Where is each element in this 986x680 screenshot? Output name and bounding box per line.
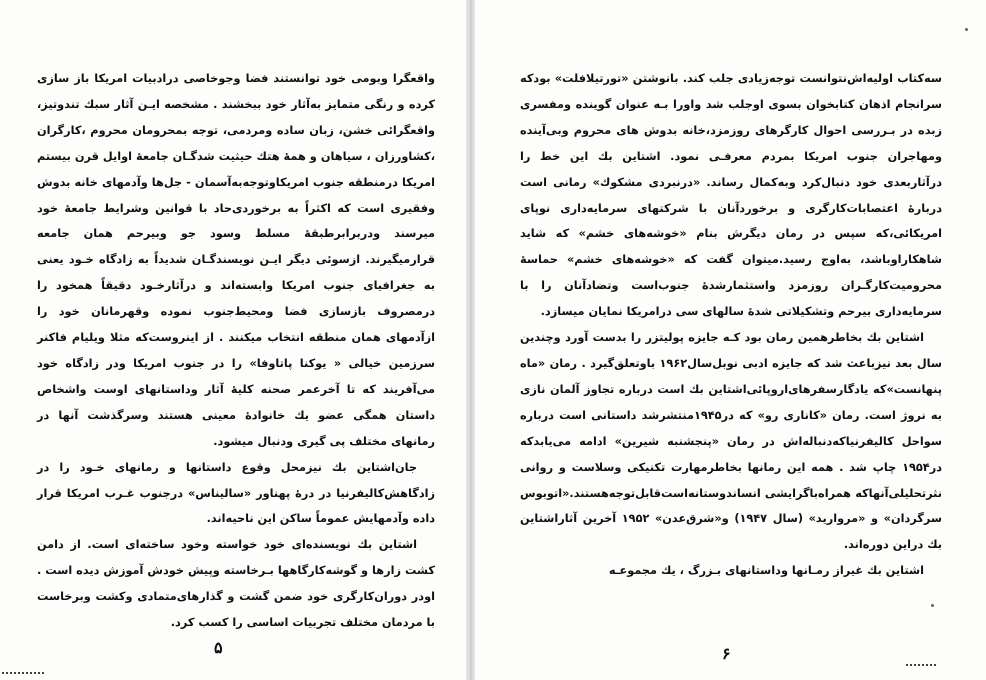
scan-artifact [931,604,934,607]
page-number: ۵ [214,638,223,657]
scan-artifact [965,28,968,31]
paragraph: اشتاین بك نویسنده‌ای خود خواسته وخود ساخته‌ای است. از دامن کشت زارها و گوشه‌کارگاهها بـرخاسته وپیش خودش آموزش دیده است . اودر دوران‌کارگری خود ضمن گشت و گذارهای‌متمادی وکشت وبرخاست با مردمان مختلف تجربیات اساسی را کسب کرد. [37,538,435,630]
paragraph: جان‌اشتاین بك نیزمحل وقوع داستانها و رمانهای خـود را در زادگاهش‌کالیفرنیا در درهٔ پهناور «سالیناس» درجنوب غـرب امریکا قرار داده وآدمهایش عموماً ساکن این ناحیه‌اند. [37,460,435,526]
page-number: ۶ [722,644,731,663]
paragraph: سه‌کتاب اولیه‌اش‌نتوانست توجه‌زیادی جلب کند. بانوشتن «تورتیلافلت» بودکه سرانجام اذهان کتابخوان بسوی اوجلب شد واورا بـه عنوان گوینده ومفسری زبده در بـررسی احوال کارگرهای روزمزد،خانه بدوش های محروم وبی‌آینده ومهاجران جنوب امریکا بمردم معرفـی نمود. اشتاین بك این خط را درآثاربعدی خود دنبال‌کرد وبه‌کمال رساند. «درنبردی مشکوك» رمانی است دربارهٔ اعتصابات‌کارگری و برخوردآنان با شرکتهای سرمایه‌داری نوپای امریکائی،که سپس در رمان دیگرش بنام «خوشه‌های خشم» که شاید شاهکاراوباشد، به‌اوج رسید.میتوان گفت که «خوشه‌های خشم» حماسهٔ محرومیت‌کارگـران روزمزد واستثمارشدهٔ جنوب‌است وتضادآنان را با سرمایه‌داری بیرحم وتشکیلاتی شدهٔ سالهای سی درامریکا نمایان میسازد. [520,72,942,319]
left-page-body [37,66,435,636]
paragraph: واقعگرا وبومی خود توانستند فضا وجوخاصی درادبیات امریکا باز سازی کرده و رنگی متمایز به‌آثار خود ببخشند . مشخصه ایـن آثار سبك تندوتیز، واقعگرائی خشن، زبان ساده ومردمی، توجه بمحرومان محروم ،کارگران ،کشاورزان ، سیاهان و همهٔ هتك حیثیت شدگـان جامعهٔ اوایل قرن بیستم امریکا درمنطقه جنوب امریکاوتوجه‌به‌آسمان - جل‌ها وآدمهای خانه بدوش وفقیری است که اکثراً به برخوردی‌حاد با قوانین وشرایط جامعهٔ خود میرسند ودربرابرطبقهٔ مسلط وسود جو وبیرحم همان جامعه قرارمیگیرند. ازسوئی دیگر ایـن نویسندگـان شدیداً به زادگاه خـود یعنی به جغرافیای جنوب امریکا وابسته‌اند و درآثارخـود دقیقاً همخود را درمصروف بازسازی فضا ومحیط‌جنوب نموده وقهرمانان خود را ازآدمهای همان منطقه انتخاب میکنند . از اینروست‌که مثلا ویلیام فاکنر سرزمین خیالی « یوکنا پاتاوفا» را در جنوب امریکا ودر زادگاه خود می‌آفریند که تا آخرعمر صحنه کلیهٔ آثار وداستانهای اوست واشخاص داستان همگی عضو یك خانوادهٔ معینی هستند وسرگذشت آنها در رمانهای مختلف پی گیری ودنبال میشود. [37,72,435,448]
right-page-body [520,66,942,584]
scan-artifact [906,664,936,666]
left-page [0,0,470,680]
paragraph: اشتاین بك بخاطرهمین رمان بود کـه جایزه پولیتزر را بدست آورد وچندین سال بعد نیزباعث شد که جایزه ادبی نوبل‌سال۱۹۶۲ باوتعلق‌گیرد . رمان «ماه پنهانست»که یادگارسفرهای‌اروپائی‌اشتاین‌ بك است درباره تجاوز آلمان نازی به نروژ است. رمان «کاناری رو» که در۱۹۴۵منتشرشد داستانی است درباره سواحل کالیفرنیاکه‌دنباله‌اش در رمان «پنجشنبه شیرین» ادامه می‌یابدکه در۱۹۵۴ چاپ شد . همه این رمانها بخاطرمهارت تکنیکی وسلاست و روانی نثرتحلیلی‌آنهاکه همراه‌باگرایشی انساندوستانه‌است‌قابل‌توجه‌هستند.«اتوبوس سرگردان» و «مرواريد» (سال ۱۹۴۷) و«شرق‌عدن» ۱۹۵۲ آخرین آثاراشتاین بك دراین دوره‌اند. [520,331,943,552]
paragraph: اشتاین بك غیراز رمـانها وداستانهای بـزرگ ، یك مجموعـه [608,564,924,578]
scan-artifact [2,672,44,674]
